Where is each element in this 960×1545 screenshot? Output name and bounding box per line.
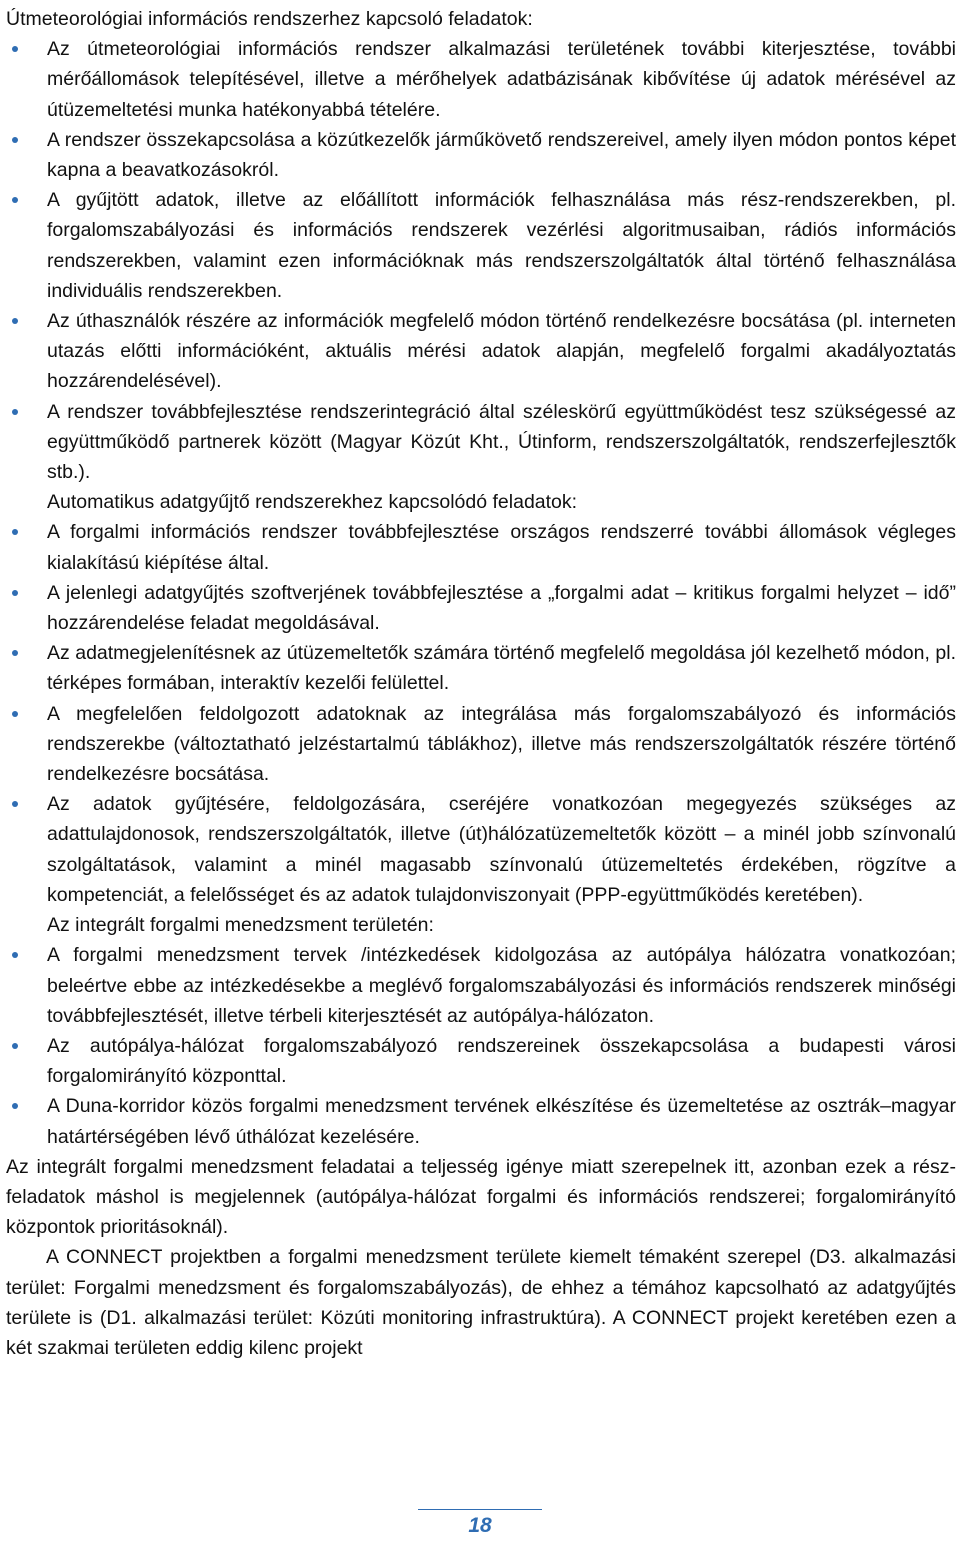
bullet-dot-icon [12, 711, 18, 717]
bullet-dot-icon [12, 1103, 18, 1109]
list-item [6, 1091, 956, 1151]
list-item [6, 638, 956, 698]
list-item-text: A megfelelően feldolgozott adatoknak az integrálása más forgalomszabályozó és információs rendszerekbe (változtatható jelzéstartalmú táblákhoz), illetve más rendszerszolgáltatók részére történő rendelkezésre bocsátása. [47, 702, 956, 786]
bullet-dot-icon [12, 801, 18, 807]
bullet-dot-icon [12, 1043, 18, 1049]
bullet-dot-icon [12, 529, 18, 535]
paragraph: Az integrált forgalmi menedzsment feladatai a teljesség igénye miatt szerepelnek itt, azonban ezek a rész-feladatok máshol is megjelennek (autópálya-hálózat forgalmi és információs rendszerei; forgalomirányító központok prioritásoknál). [6, 1155, 956, 1239]
list-item [6, 578, 956, 638]
bullet-dot-icon [12, 46, 18, 52]
list-item-text: A Duna-korridor közös forgalmi menedzsment tervének elkészítése és üzemeltetése az osztrák–magyar határtérségében lévő úthálózat kezelésére. [47, 1095, 956, 1148]
bullet-dot-icon [12, 590, 18, 596]
bullet-dot-icon [12, 952, 18, 958]
page-number: 18 [468, 1514, 492, 1537]
list-item-text: Az adatmegjelenítésnek az útüzemeltetők számára történő megfelelő megoldása jól kezelhető módon, pl. térképes formában, interaktív kezelői felülettel. [47, 642, 956, 695]
list-item [6, 306, 956, 397]
list-item-text: Az autópálya-hálózat forgalomszabályozó rendszereinek összekapcsolása a budapesti városi forgalomirányító központtal. [47, 1034, 956, 1088]
list-item-text: A forgalmi menedzsment tervek /intézkedések kidolgozása az autópálya hálózatra vonatkozóan; beleértve ebbe az intézkedésekbe a meglévő forgalomszabályozási és információs rendszerek minőségi továbbfejlesztését, illetve térbeli kiterjesztését az autópálya-hálózaton. [47, 944, 956, 1027]
list-item [6, 1031, 956, 1091]
bullet-dot-icon [12, 409, 18, 415]
list-item [6, 185, 956, 306]
section-heading: Az integrált forgalmi menedzsment területén: [47, 914, 434, 937]
bullet-list [6, 940, 956, 1151]
list-item-text: A jelenlegi adatgyűjtés szoftverjének továbbfejlesztése a „forgalmi adat – kritikus forgalmi helyzet – idő” hozzárendelése feladat megoldásával. [47, 581, 956, 635]
list-item-text: Az útmeteorológiai információs rendszer alkalmazási területének további kiterjesztése, további mérőállomások telepítésével, illetve a mérőhelyek adatbázisának kibővítése új adatok mérésével az útüzemeltetési munka hatékonyabbá tételére. [47, 38, 956, 121]
section-heading: Automatikus adatgyűjtő rendszerekhez kapcsolódó feladatok: [47, 491, 578, 514]
list-item [6, 125, 956, 185]
bullet-dot-icon [12, 197, 18, 203]
list-item-text: A gyűjtött adatok, illetve az előállított információk felhasználása más rész-rendszerekben, pl. forgalomszabályozási és információs rendszerek vezérlési algoritmusaiban, rádiós információs rendszerekben, valamint ezen információknak más rendszerszolgáltatók által történő felhasználása individuális rendszerekben. [47, 189, 956, 302]
bullet-dot-icon [12, 318, 18, 324]
bullet-dot-icon [12, 650, 18, 656]
list-item-text: A forgalmi információs rendszer továbbfejlesztése országos rendszerré további állomások végleges kialakítású kiépítése által. [47, 521, 956, 574]
list-item [6, 699, 956, 790]
bullet-list [6, 34, 956, 487]
list-item-text: Az adatok gyűjtésére, feldolgozására, cseréjére vonatkozóan megegyezés szükséges az adattulajdonosok, rendszerszolgáltatók, illetve (út)hálózatüzemeltetők között – a minél jobb színvonalú szolgáltatások, valamint a minél magasabb színvonalú útüzemeltetés érdekében, rögzítve a kompetenciát, a felelősséget és az adatok tulajdonviszonyait (PPP-együttműködés keretében). [47, 793, 956, 906]
footer-rule [418, 1509, 542, 1510]
list-item-text: A rendszer továbbfejlesztése rendszerintegráció által széleskörű együttműködést tesz szükségessé az együttműködő partnerek között (Magyar Közút Kht., Útinform, rendszerszolgáltatók, rendszerfejlesztők stb.). [47, 400, 956, 484]
list-item [6, 789, 956, 910]
bullet-dot-icon [12, 137, 18, 143]
list-item [6, 940, 956, 1031]
list-item [6, 397, 956, 488]
list-item [6, 517, 956, 577]
paragraph: A CONNECT projektben a forgalmi menedzsment területe kiemelt témaként szerepel (D3. alkalmazási terület: Forgalmi menedzsment és forgalomszabályozás), de ehhez a témához kapcsolható az adatgyűjtés területe is (D1. alkalmazási terület: Közúti monitoring infrastruktúra). A CONNECT projekt keretében ezen a két szakmai területen eddig kilenc projekt [6, 1246, 956, 1359]
document-page [6, 4, 956, 1363]
bullet-list [6, 517, 956, 910]
list-item-text: A rendszer összekapcsolása a közútkezelők járműkövető rendszereivel, amely ilyen módon pontos képet kapna a beavatkozásokról. [47, 128, 956, 182]
list-item [6, 34, 956, 125]
section-heading: Útmeteorológiai információs rendszerhez kapcsoló feladatok: [6, 8, 533, 30]
list-item-text: Az úthasználók részére az információk megfelelő módon történő rendelkezésre bocsátása (pl. interneten utazás előtti információként, aktuális mérési adatok alapján, megfelelő forgalmi akadályoztatás hozzárendelésével). [47, 310, 956, 393]
